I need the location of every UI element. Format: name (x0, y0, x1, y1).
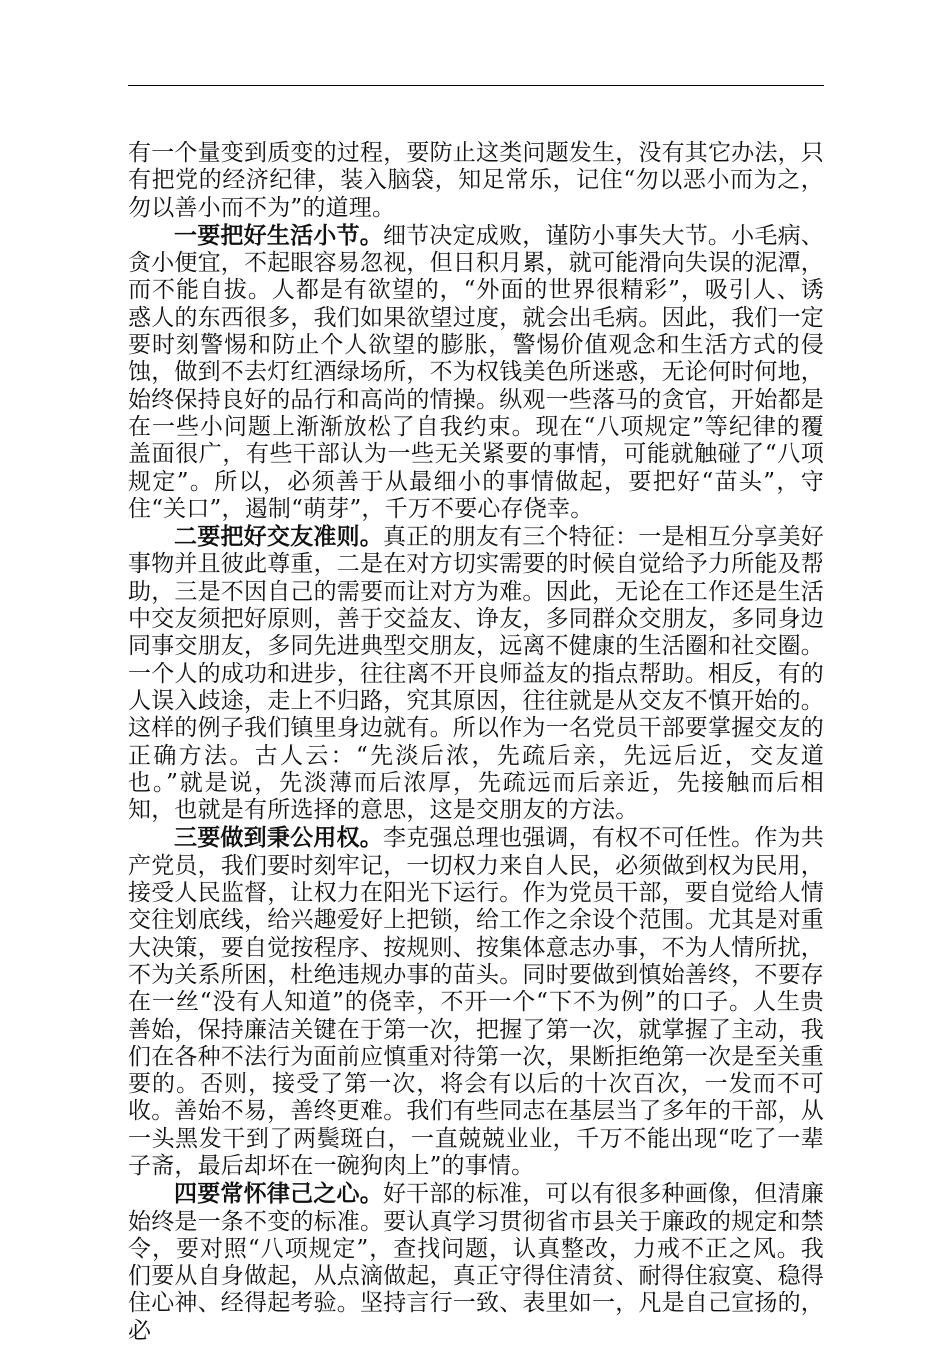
paragraph-heading: 一要把好生活小节。 (174, 221, 383, 249)
paragraph-text: 好干部的标准，可以有很多种画像，但清廉始终是一条不变的标准。要认真学习贯彻省市县关于廉政的规定和禁令，要对照“八项规定”，查找问题，认真整改，力戒不正之风。我们要从自身做起，从点滴做起，真正守得住清贫、耐得住寂寞、稳得住心神、经得起考验。坚持言行一致、表里如一，凡是自己宣扬的，必 (128, 1181, 824, 1344)
paragraph-fair-use-of-power (128, 824, 824, 1180)
paragraph-self-discipline (128, 1180, 824, 1345)
paragraph-text: 李克强总理也强调，有权不可任性。作为共产党员，我们要时刻牢记，一切权力来自人民，必须做到权为民用，接受人民监督，让权力在阳光下运行。作为党员干部，要自觉给人情交往划底线，给兴趣爱好上把锁，给工作之余设个范围。尤其是对重大决策，要自觉按程序、按规则、按集体意志办事，不为人情所扰，不为关系所困，杜绝违规办事的苗头。同时要做到慎始善终，不要存在一丝“没有人知道”的侥幸，不开一个“下不为例”的口子。人生贵善始，保持廉洁关键在于第一次，把握了第一次，就掌握了主动，我们在各种不法行为面前应慎重对待第一次，果断拒绝第一次是至关重要的。否则，接受了第一次，将会有以后的十次百次，一发而不可收。善始不易，善终更难。我们有些同志在基层当了多年的干部，从一头黑发干到了两鬓斑白，一直兢兢业业，千万不能出现“吃了一辈子斋，最后却坏在一碗狗肉上”的事情。 (128, 825, 824, 1179)
document-body (128, 140, 824, 1345)
paragraph-friendship-principles (128, 523, 824, 824)
paragraph-text: 真正的朋友有三个特征：一是相互分享美好事物并且彼此尊重，二是在对方切实需要的时候自觉给予力所能及帮助，三是不因自己的需要而让对方为难。因此，无论在工作还是生活中交友须把好原则，善于交益友、诤友，多同群众交朋友，多同身边同事交朋友，多同先进典型交朋友，远离不健康的生活圈和社交圈。一个人的成功和进步，往往离不开良师益友的指点帮助。相反，有的人误入歧途，走上不归路，究其原因，往往就是从交友不慎开始的。这样的例子我们镇里身边就有。所以作为一名党员干部要掌握交友的正确方法。古人云：“先淡后浓，先疏后亲，先远后近，交友道也。”就是说，先淡薄而后浓厚，先疏远而后亲近，先接触而后相知，也就是有所选择的意思，这是交朋友的方法。 (128, 524, 824, 824)
header-rule (128, 85, 824, 86)
paragraph-text: 细节决定成败，谨防小事失大节。小毛病、贪小便宜，不起眼容易忽视，但日积月累，就可能滑向失误的泥潭，而不能自拔。人都是有欲望的，“外面的世界很精彩”，吸引人、诱惑人的东西很多，我们如果欲望过度，就会出毛病。因此，我们一定要时刻警惕和防止个人欲望的膨胀，警惕价值观念和生活方式的侵蚀，做到不去灯红酒绿场所，不为权钱美色所迷惑，无论何时何地，始终保持良好的品行和高尚的情操。纵观一些落马的贪官，开始都是在一些小问题上渐渐放松了自我约束。现在“八项规定”等纪律的覆盖面很广，有些干部认为一些无关紧要的事情，可能就触碰了“八项规定”。所以，必须善于从最细小的事情做起，要把好“苗头”，守住“关口”，遏制“萌芽”，千万不要心存侥幸。 (128, 222, 824, 522)
paragraph-continuation (128, 140, 824, 222)
paragraph-heading: 四要常怀律己之心。 (174, 1180, 383, 1208)
paragraph-text: 有一个量变到质变的过程，要防止这类问题发生，没有其它办法，只有把党的经济纪律，装入脑袋，知足常乐，记住“勿以恶小而为之，勿以善小而不为”的道理。 (128, 140, 824, 221)
paragraph-heading: 三要做到秉公用权。 (174, 824, 383, 852)
paragraph-heading: 二要把好交友准则。 (174, 523, 383, 551)
paragraph-life-details (128, 222, 824, 523)
